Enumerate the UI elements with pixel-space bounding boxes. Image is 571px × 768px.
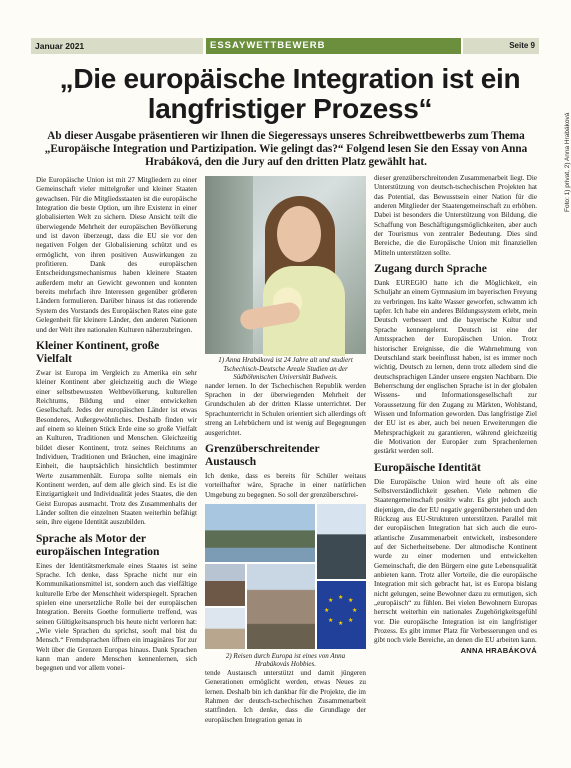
photo-credit-text: Foto: 1) privat, 2) Anna Hrabáková <box>564 112 571 212</box>
column-1 <box>36 176 197 674</box>
subheading: Kleiner Kontinent, große Vielfalt <box>36 339 160 365</box>
subheading: Zugang durch Sprache <box>374 263 487 276</box>
paragraph: Dank EUREGIO hatte ich die Möglichkeit, ein Schuljahr an einem Gymnasium im bayerischen Freyung zu verbringen. Ins kalte Wasser geworfen, schwamm ich tapfer. Ich habe ein anderes Bildungssystem erlebt, mein Deutsch verbessert und die bayerische Kultur und Sprache kennengelernt. Deutsch ist eine der Amtssprachen der Europäischen Union. Trotz historischer Ereignisse, die die Wahrnehmung von Deutschland stark beeinflusst haben, ist es immer noch wichtig, Deutsch zu lernen, denn trotz alledem sind die deutschsprachigen Länder unsere engsten Nachbarn. Die Beherrschung der englischen Sprache ist in der globalen Wissens- und Informationsgesellschaft zur Voraussetzung für den Zugang zu Märkten, Wohlstand, Wissen und Information geworden. Das langfristige Ziel der EU ist es aber, auch bei neuen Erweiterungen die Mehrsprachigkeit zu garantieren, während gleichzeitig die Motivation der Europäer zum Sprachenlernen gestärkt werden soll. <box>374 279 537 456</box>
collage-image <box>205 608 245 649</box>
travel-photo-collage <box>205 504 366 649</box>
photo-caption: 1) Anna Hrabáková ist 24 Jahre alt und studiert Tschechisch-Deutsche Areale Studien an der Südböhmischen Universität Budweis. <box>218 356 353 382</box>
paragraph: Die Europäische Union ist mit 27 Mitgliedern zu einer Gemeinschaft vieler mittelgroßer und kleiner Staaten gewachsen. Für die Mitgliedsstaaten ist die europäische Integration die beste Option, um ihre Existenz in einer globalisierten Welt zu sichern. Diese Ansicht teilt die überwiegende Mehrheit der europäischen Bevölkerung und ist davon überzeugt, dass die EU sie vor den negativen Folgen der Globalisierung schützt und es ermöglicht, von ihren positiven Auswirkungen zu profitieren. Dank des europäischen Entscheidungsmechanismus haben kleinere Staaten außerdem mehr an Gewicht gewonnen und konnten bereits mehrfach ihre Interessen gegenüber größeren Ländern formulieren. Darüber hinaus ist das rotierende System des Vorstands des Europäischen Rates eine gute Gelegenheit für kleinere Länder, den anderen Nationen und der Welt ihre nationalen Kulturen näherzubringen. <box>36 176 197 334</box>
column-2 <box>205 176 366 725</box>
collage-image <box>247 564 315 649</box>
subheading: Europäische Identität <box>374 461 481 474</box>
page-number: Seite 9 <box>463 38 539 54</box>
collage-image <box>205 564 245 606</box>
paragraph: nander lernen. In der Tschechischen Republik werden Sprachen in der überwiegenden Mehrheit der Grundschulen ab der dritten Klasse unterrichtet. Der Sprachunterricht in Schulen orientiert sich allerdings oft streng an Lehrbüchern und ist wenig auf Begegnungen ausgerichtet. <box>205 381 366 437</box>
paragraph: tende Austausch unterstützt und damit jüngeren Generationen ermöglicht werden, etwas Neues zu lernen. Deshalb bin ich dankbar für die Projekte, die im Rahmen der deutsch-tschechischen Zusammenarbeit stattfinden. Ich denke, dass die Grundlage der europäischen Integration genau in <box>205 669 366 724</box>
portrait-photo <box>205 176 366 354</box>
subheading: Grenzüberschreitender Austausch <box>205 442 320 468</box>
paragraph: Zwar ist Europa im Vergleich zu Amerika ein sehr kleiner Kontinent aber gleichzeitig auch die Wiege einer selbstbewussten Weltbevölkerung, kulturellen Reichtums, Bildung und einer entwickelten Gesellschaft. Jedes der europäischen Länder ist etwas Besonderes, Außergewöhnliches. Deshalb finden wir auf einem so kleinen Stück Erde eine so große Vielfalt an Kulturen, Traditionen und Menschen. Gleichzeitig bildet dieser Kontinent, trotz seines Reichtums an Individuen, Traditionen und Bräuchen, eine imaginäre Einheit, die hauptsächlich hinsichtlich bestimmter Werte zusammenhält. Europa sollte niemals ein Kontinent werden, auf dem alle gleich sind. Es ist die Einzigartigkeit und Individualität jedes Staates, die den Geist Europas ausmacht. Trotz des Zusammenhalts der Länder sollten die einzelnen Staaten weiterhin befähigt sein, ihre eigene Identität auszubilden. <box>36 368 197 527</box>
paragraph: Die Europäische Union wird heute oft als eine Selbstverständlichkeit gesehen. Viele nehmen die Staatengemeinschaft positiv wahr. Es gibt jedoch auch diejenigen, die der EU negativ gegenüberstehen und den Rückzug aus EU-Strukturen unterstützen. Parallel mit der europäischen Integration hat sich auch die euro-atlantische Zusammenarbeit entwickelt, insbesondere auf der Sicherheitsebene. Der altmodische Kontinent wurde zu einer modernen und entwickelten Gemeinschaft, die den Bürgern eine gute Lebensqualität anbieten kann. Trotz aller Vorteile, die die europäische Integration mit sich gebracht hat, ist es Europa bislang nicht gelungen, seine Bewohner dazu zu ermutigen, sich „europäisch“ zu fühlen. Bei vielen Bewohnern Europas herrscht weiterhin ein nationales Zugehörigkeitsgefühl vor. Die europäische Integration ist ein langfristiger Prozess. Es gibt immer Platz für Verbesserungen und es gibt noch viele Bereiche, an denen die EU arbeiten kann. <box>374 477 537 645</box>
collage-image <box>317 504 366 579</box>
collage-image <box>205 504 315 562</box>
lead-paragraph: Ab dieser Ausgabe präsentieren wir Ihnen die Siegeressays unseres Schreibwettbewerbs zum Thema „Europäische Integration und Partizipation. Wie gelingt das?“ Folgend lesen Sie den Essay von Anna Hrabáková, den die Jury auf den dritten Platz gewählt hat. <box>44 130 528 168</box>
author-signature: ANNA HRABÁKOVÁ <box>460 645 537 655</box>
column-3 <box>374 174 537 655</box>
eu-flag-image: ★ ★ ★ ★ ★ ★ ★ ★ <box>317 581 366 649</box>
issue-date: Januar 2021 <box>31 38 203 54</box>
paragraph: dieser grenzüberschreitenden Zusammenarbeit liegt. Die Unterstützung von deutsch-tschechischen Projekten hat das Potential, das Bewusstsein einer Nation für die anderen Mitglieder der Staatengemeinschaft zu erhöhen. Dabei ist besonders die Unterstützung von Bildung, die Schaffung von Beschäftigungsmöglichkeiten, aber auch der Tourismus von zentraler Bedeutung. Dies sind Bereiche, die die Europäische Union mit finanziellen Mitteln unterstützen sollte. <box>374 174 537 257</box>
paragraph: Eines der Identitätsmerkmale eines Staates ist seine Sprache. Ich denke, dass Sprache nicht nur ein Kommunikationsmittel ist, sondern auch das vielfältige kulturelle Erbe der Menschheit widerspiegelt. Sprachen spielen eine unersetzliche Rolle bei der europäischen Integration. Bereits Goethe formulierte treffend, was seinen Gültigkeitsanspruch bis heute nicht verloren hat: „Wie viele Sprachen du sprichst, sooft mal bist du Mensch.“ Fremdsprachen öffnen ein imaginäres Tor zur Welt über die Grenzen Europas hinaus. Dank Sprachen kann man andere Menschen kennenlernen, sich begegnen und vor allem vonei- <box>36 561 197 673</box>
headline: „Die europäische Integration ist ein langfristiger Prozess“ <box>59 63 521 124</box>
page-header <box>31 38 539 54</box>
photo-caption: 2) Reisen durch Europa ist eines von Anna Hrabákovás Hobbies. <box>225 651 346 669</box>
paragraph: Ich denke, dass es bereits für Schüler weitaus vorteilhafter wäre, Sprache in einer natürlichen Umgebung zu begegnen. So soll der grenzüberschrei- <box>205 471 366 499</box>
section-title: ESSAYWETTBEWERB <box>206 38 461 54</box>
photo-credit <box>555 62 571 212</box>
subheading: Sprache als Motor der europäischen Integration <box>36 532 160 558</box>
